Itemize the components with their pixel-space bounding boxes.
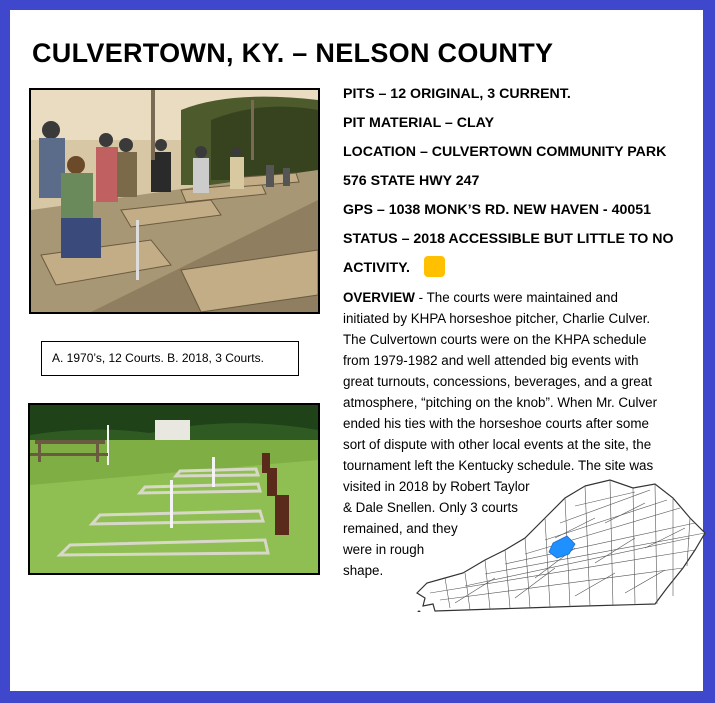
overview-line: were in rough: [343, 542, 425, 557]
overview-label: OVERVIEW: [343, 290, 415, 305]
overview-line: atmosphere, “pitching on the knob”. When Mr. Culver: [343, 395, 658, 410]
overview-line: visited in 2018 by Robert Taylor: [343, 479, 530, 494]
overview-line: remained, and they: [343, 521, 458, 536]
overview-line: sort of dispute with other local events at the site, the: [343, 437, 652, 452]
overview-line: [343, 287, 699, 308]
overview-line: great turnouts, concessions, beverages, and a great: [343, 374, 652, 389]
overview-line: The Culvertown courts were on the KHPA schedule: [343, 332, 647, 347]
overview-line: shape.: [343, 563, 384, 578]
status-indicator-icon: [424, 256, 445, 277]
fact-status-line1: STATUS – 2018 ACCESSIBLE BUT LITTLE TO NO: [343, 231, 674, 247]
overview-line: initiated by KHPA horseshoe pitcher, Charlie Culver.: [343, 311, 651, 326]
fact-gps: GPS – 1038 MONK’S RD. NEW HAVEN - 40051: [343, 202, 652, 218]
fact-location: LOCATION – CULVERTOWN COMMUNITY PARK: [343, 144, 667, 160]
facts-list: [343, 80, 703, 283]
overview-line: from 1979-1982 and well attended big events with: [343, 353, 639, 368]
fact-material: PIT MATERIAL – CLAY: [343, 115, 495, 131]
photo-2018-courts: [28, 403, 320, 575]
photo-1970s-courts: [29, 88, 320, 314]
kentucky-county-map: [405, 478, 707, 612]
overview-line: & Dale Snellen. Only 3 courts: [343, 500, 518, 515]
fact-address: 576 STATE HWY 247: [343, 173, 480, 189]
overview-line: ended his ties with the horseshoe courts after some: [343, 416, 649, 431]
overview-line: tournament left the Kentucky schedule. The site was: [343, 458, 654, 473]
overview-line-text: - The courts were maintained and: [414, 290, 618, 305]
document-page: [10, 10, 703, 691]
fact-pits: PITS – 12 ORIGINAL, 3 CURRENT.: [343, 86, 571, 102]
status-text: ACTIVITY.: [343, 260, 411, 276]
photo-caption: A. 1970’s, 12 Courts. B. 2018, 3 Courts.: [41, 341, 299, 376]
page-title: CULVERTOWN, KY. – NELSON COUNTY: [32, 38, 554, 68]
fact-status-line2: [343, 254, 703, 283]
